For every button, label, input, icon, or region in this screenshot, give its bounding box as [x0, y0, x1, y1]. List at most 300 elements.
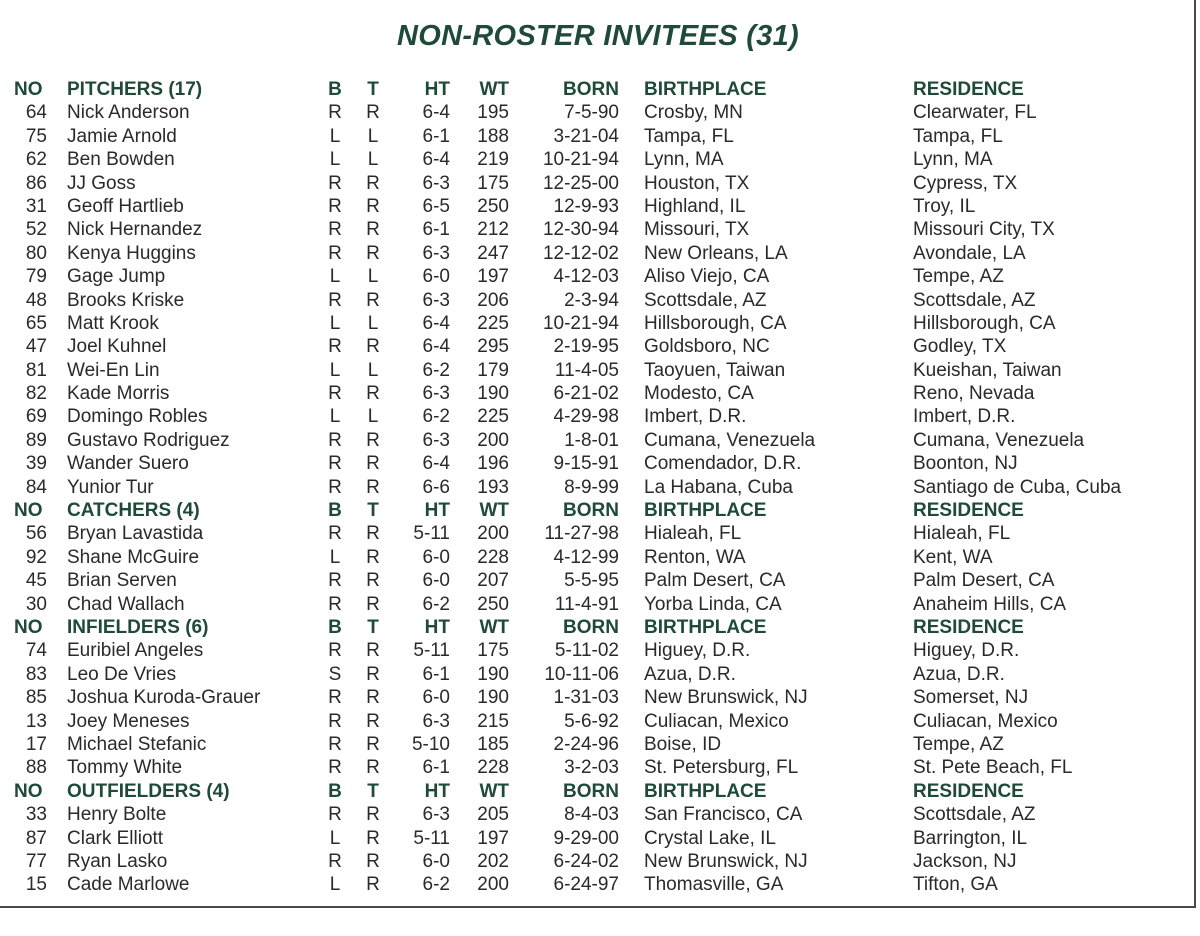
player-throws: L [367, 312, 379, 334]
player-birthplace: Modesto, CA [644, 383, 754, 405]
player-throws: R [366, 663, 380, 685]
player-name: Geoff Hartlieb [67, 195, 184, 217]
player-bats: R [328, 289, 342, 311]
player-born: 12-30-94 [542, 219, 619, 241]
player-row [0, 733, 1196, 756]
player-born: 11-4-91 [554, 593, 619, 615]
player-born: 9-29-00 [553, 827, 619, 849]
player-name: Nick Anderson [67, 102, 190, 124]
player-weight: 179 [477, 359, 509, 381]
player-weight: 228 [477, 757, 509, 779]
player-bats: L [329, 546, 341, 568]
player-throws: R [366, 172, 380, 194]
player-weight: 185 [477, 733, 509, 755]
player-born: 8-4-03 [564, 804, 619, 826]
player-bats: R [328, 687, 342, 709]
player-residence: Santiago de Cuba, Cuba [913, 476, 1122, 498]
column-header-born: BORN [563, 780, 619, 802]
player-row [0, 335, 1196, 358]
player-number: 92 [25, 546, 47, 568]
player-born: 1-8-01 [564, 429, 619, 451]
player-residence: Azua, D.R. [913, 663, 1005, 685]
player-bats: L [329, 406, 341, 428]
player-name: Leo De Vries [67, 663, 177, 685]
player-throws: L [367, 359, 379, 381]
column-header-birthplace: BIRTHPLACE [644, 79, 767, 100]
player-number: 48 [25, 289, 47, 311]
player-name: Tommy White [67, 757, 183, 779]
player-name: Kenya Huggins [67, 242, 196, 264]
column-header-height: HT [424, 780, 450, 802]
player-row [0, 803, 1196, 826]
player-born: 10-21-94 [542, 312, 619, 334]
player-row [0, 827, 1196, 850]
column-header-height: HT [424, 616, 450, 638]
column-header-bats: B [328, 79, 342, 100]
player-row [0, 101, 1196, 124]
player-number: 17 [25, 733, 47, 755]
player-name: Nick Hernandez [67, 219, 203, 241]
column-header-residence: RESIDENCE [913, 780, 1024, 802]
column-header-no: NO [14, 500, 43, 522]
player-height: 6-2 [422, 593, 450, 615]
player-weight: 200 [477, 874, 509, 896]
player-name: Ben Bowden [67, 149, 175, 171]
player-birthplace: Renton, WA [644, 546, 746, 568]
player-name: Yunior Tur [67, 476, 154, 498]
player-bats: R [328, 804, 342, 826]
player-birthplace: Crystal Lake, IL [644, 827, 776, 849]
player-weight: 200 [477, 429, 509, 451]
player-weight: 188 [477, 125, 509, 147]
player-throws: L [367, 406, 379, 428]
player-birthplace: New Orleans, LA [644, 242, 788, 264]
column-header-weight: WT [479, 500, 509, 522]
player-row [0, 218, 1196, 241]
player-bats: R [328, 570, 342, 592]
player-weight: 205 [477, 804, 509, 826]
player-row [0, 242, 1196, 265]
player-born: 10-11-06 [544, 663, 619, 685]
player-throws: R [366, 523, 380, 545]
column-header-no: NO [14, 79, 43, 100]
player-born: 8-9-99 [564, 476, 619, 498]
player-residence: Reno, Nevada [913, 383, 1035, 405]
player-bats: L [329, 827, 341, 849]
player-residence: Boonton, NJ [913, 453, 1018, 475]
player-weight: 250 [477, 195, 509, 217]
column-header-height: HT [424, 79, 450, 100]
player-name: Bryan Lavastida [67, 523, 204, 545]
player-bats: R [328, 850, 342, 872]
player-birthplace: Crosby, MN [644, 102, 743, 124]
player-birthplace: Scottsdale, AZ [644, 289, 767, 311]
player-born: 6-24-97 [553, 874, 619, 896]
player-weight: 202 [477, 850, 509, 872]
column-header-born: BORN [563, 500, 619, 522]
player-weight: 228 [477, 546, 509, 568]
player-residence: Palm Desert, CA [913, 570, 1055, 592]
player-bats: R [328, 523, 342, 545]
section-header-row [0, 78, 1196, 101]
player-name: Clark Elliott [67, 827, 164, 849]
player-throws: R [366, 804, 380, 826]
player-bats: R [328, 733, 342, 755]
player-throws: R [366, 546, 380, 568]
player-born: 4-12-03 [553, 266, 619, 288]
player-name: Joshua Kuroda-Grauer [67, 687, 261, 709]
player-birthplace: Aliso Viejo, CA [644, 266, 770, 288]
player-birthplace: Boise, ID [644, 733, 722, 755]
player-residence: Cypress, TX [913, 172, 1018, 194]
player-number: 87 [25, 827, 47, 849]
column-header-born: BORN [563, 79, 619, 100]
section-title: CATCHERS (4) [67, 500, 200, 522]
player-throws: R [366, 195, 380, 217]
player-height: 6-3 [422, 242, 450, 264]
player-bats: L [329, 125, 341, 147]
player-born: 6-24-02 [553, 850, 619, 872]
column-header-bats: B [328, 780, 342, 802]
column-header-throws: T [367, 780, 379, 802]
player-weight: 190 [477, 383, 509, 405]
player-number: 33 [25, 804, 47, 826]
player-throws: R [366, 289, 380, 311]
player-throws: R [366, 687, 380, 709]
player-weight: 175 [477, 640, 509, 662]
player-row [0, 289, 1196, 312]
player-number: 62 [25, 149, 47, 171]
player-weight: 207 [477, 570, 509, 592]
column-header-weight: WT [479, 780, 509, 802]
player-number: 74 [25, 640, 47, 662]
section-header-row [0, 780, 1196, 803]
player-height: 6-0 [422, 266, 450, 288]
player-weight: 250 [477, 593, 509, 615]
player-born: 5-5-95 [564, 570, 619, 592]
player-throws: R [366, 476, 380, 498]
player-residence: Hialeah, FL [913, 523, 1011, 545]
player-number: 83 [25, 663, 47, 685]
player-row [0, 405, 1196, 428]
player-weight: 197 [477, 827, 509, 849]
player-row [0, 382, 1196, 405]
player-height: 5-10 [411, 733, 450, 755]
player-birthplace: Azua, D.R. [644, 663, 736, 685]
player-bats: R [328, 383, 342, 405]
player-weight: 175 [477, 172, 509, 194]
player-weight: 193 [477, 476, 509, 498]
column-header-birthplace: BIRTHPLACE [644, 616, 767, 638]
player-born: 3-2-03 [564, 757, 619, 779]
column-header-throws: T [367, 79, 379, 100]
player-number: 52 [25, 219, 47, 241]
player-residence: St. Pete Beach, FL [913, 757, 1073, 779]
player-row [0, 312, 1196, 335]
player-birthplace: Yorba Linda, CA [644, 593, 782, 615]
player-number: 45 [25, 570, 47, 592]
player-height: 6-4 [422, 312, 450, 334]
player-row [0, 593, 1196, 616]
player-weight: 215 [477, 710, 509, 732]
player-born: 4-12-99 [553, 546, 619, 568]
player-weight: 200 [477, 523, 509, 545]
player-row [0, 265, 1196, 288]
player-row [0, 686, 1196, 709]
player-row [0, 148, 1196, 171]
column-header-weight: WT [479, 79, 509, 100]
player-height: 6-2 [422, 406, 450, 428]
player-name: Kade Morris [67, 383, 170, 405]
player-height: 6-5 [422, 195, 450, 217]
player-throws: R [366, 710, 380, 732]
player-height: 6-3 [422, 172, 450, 194]
player-bats: L [329, 312, 341, 334]
player-throws: R [366, 219, 380, 241]
player-born: 2-24-96 [553, 733, 619, 755]
player-name: Gage Jump [67, 266, 166, 288]
player-bats: R [328, 172, 342, 194]
player-weight: 196 [477, 453, 509, 475]
player-number: 80 [25, 242, 47, 264]
player-birthplace: Houston, TX [644, 172, 750, 194]
player-throws: L [367, 266, 379, 288]
player-number: 31 [25, 195, 47, 217]
player-birthplace: Missouri, TX [644, 219, 750, 241]
player-number: 30 [25, 593, 47, 615]
player-throws: R [366, 453, 380, 475]
player-height: 5-11 [413, 640, 450, 662]
column-header-residence: RESIDENCE [913, 500, 1024, 522]
column-header-no: NO [14, 616, 43, 638]
player-name: Brooks Kriske [67, 289, 185, 311]
player-weight: 197 [477, 266, 509, 288]
player-residence: Cumana, Venezuela [913, 429, 1085, 451]
column-header-no: NO [14, 780, 43, 802]
player-throws: L [367, 125, 379, 147]
section-title: INFIELDERS (6) [67, 616, 209, 638]
column-header-born: BORN [563, 616, 619, 638]
player-birthplace: Goldsboro, NC [644, 336, 770, 358]
player-height: 6-4 [422, 336, 450, 358]
player-name: Joel Kuhnel [67, 336, 167, 358]
player-born: 5-6-92 [564, 710, 619, 732]
player-row [0, 639, 1196, 662]
player-bats: L [329, 359, 341, 381]
player-height: 6-1 [422, 757, 450, 779]
player-throws: R [366, 874, 380, 896]
player-residence: Anaheim Hills, CA [913, 593, 1067, 615]
player-residence: Jackson, NJ [913, 850, 1017, 872]
player-throws: R [366, 429, 380, 451]
player-row [0, 195, 1196, 218]
player-bats: L [329, 266, 341, 288]
player-height: 6-6 [422, 476, 450, 498]
player-birthplace: Imbert, D.R. [644, 406, 747, 428]
player-birthplace: Hillsborough, CA [644, 312, 787, 334]
player-number: 84 [25, 476, 47, 498]
section-header-row [0, 616, 1196, 639]
player-born: 5-11-02 [554, 640, 619, 662]
player-height: 6-0 [422, 570, 450, 592]
section-header-row [0, 499, 1196, 522]
player-row [0, 873, 1196, 896]
player-height: 6-3 [422, 710, 450, 732]
page-title: NON-ROSTER INVITEES (31) [397, 20, 799, 52]
player-name: Gustavo Rodriguez [67, 429, 230, 451]
player-height: 6-2 [422, 359, 450, 381]
player-name: Domingo Robles [67, 406, 208, 428]
column-header-height: HT [424, 500, 450, 522]
column-header-bats: B [328, 500, 342, 522]
player-name: Joey Meneses [67, 710, 190, 732]
player-name: Wei-En Lin [67, 359, 160, 381]
player-number: 79 [25, 266, 47, 288]
player-height: 6-3 [422, 289, 450, 311]
player-name: Matt Krook [67, 312, 159, 334]
section-title: OUTFIELDERS (4) [67, 780, 230, 802]
player-born: 12-9-93 [553, 195, 619, 217]
player-bats: L [329, 874, 341, 896]
player-number: 56 [25, 523, 47, 545]
player-throws: R [366, 827, 380, 849]
player-throws: R [366, 570, 380, 592]
player-born: 1-31-03 [553, 687, 619, 709]
player-number: 64 [25, 102, 47, 124]
player-name: Michael Stefanic [67, 733, 207, 755]
section-title: PITCHERS (17) [67, 79, 203, 100]
player-born: 2-19-95 [553, 336, 619, 358]
player-number: 82 [25, 383, 47, 405]
player-weight: 206 [477, 289, 509, 311]
player-number: 75 [25, 125, 47, 147]
player-bats: R [328, 242, 342, 264]
player-birthplace: Palm Desert, CA [644, 570, 786, 592]
column-header-birthplace: BIRTHPLACE [644, 500, 767, 522]
player-throws: R [366, 640, 380, 662]
player-residence: Godley, TX [913, 336, 1007, 358]
player-residence: Kent, WA [913, 546, 993, 568]
player-row [0, 522, 1196, 545]
player-name: Euribiel Angeles [67, 640, 204, 662]
player-number: 65 [25, 312, 47, 334]
player-weight: 225 [477, 312, 509, 334]
player-name: Wander Suero [67, 453, 189, 475]
player-number: 89 [25, 429, 47, 451]
column-header-throws: T [367, 500, 379, 522]
column-header-throws: T [367, 616, 379, 638]
player-bats: R [328, 102, 342, 124]
player-throws: L [367, 149, 379, 171]
player-name: Chad Wallach [67, 593, 185, 615]
player-birthplace: Cumana, Venezuela [644, 429, 816, 451]
player-residence: Tampa, FL [913, 125, 1003, 147]
player-born: 9-15-91 [553, 453, 619, 475]
player-number: 88 [25, 757, 47, 779]
player-name: JJ Goss [67, 172, 136, 194]
player-height: 6-0 [422, 687, 450, 709]
player-height: 6-4 [422, 149, 450, 171]
player-row [0, 359, 1196, 382]
player-number: 81 [25, 359, 47, 381]
roster-table [0, 78, 1196, 897]
player-residence: Higuey, D.R. [913, 640, 1020, 662]
player-birthplace: Tampa, FL [644, 125, 734, 147]
column-header-residence: RESIDENCE [913, 79, 1024, 100]
player-number: 39 [25, 453, 47, 475]
player-name: Henry Bolte [67, 804, 167, 826]
player-throws: R [366, 593, 380, 615]
player-number: 86 [25, 172, 47, 194]
player-birthplace: Higuey, D.R. [644, 640, 751, 662]
player-number: 13 [25, 710, 47, 732]
player-throws: R [366, 336, 380, 358]
player-weight: 219 [477, 149, 509, 171]
player-row [0, 172, 1196, 195]
player-born: 7-5-90 [564, 102, 619, 124]
player-row [0, 476, 1196, 499]
player-bats: R [328, 757, 342, 779]
player-born: 4-29-98 [553, 406, 619, 428]
player-residence: Troy, IL [913, 195, 976, 217]
player-number: 15 [25, 874, 47, 896]
player-height: 6-1 [422, 663, 450, 685]
player-residence: Hillsborough, CA [913, 312, 1056, 334]
player-residence: Imbert, D.R. [913, 406, 1016, 428]
player-height: 6-4 [422, 102, 450, 124]
player-born: 10-21-94 [542, 149, 619, 171]
player-bats: R [328, 593, 342, 615]
player-residence: Scottsdale, AZ [913, 289, 1036, 311]
player-throws: R [366, 102, 380, 124]
player-residence: Scottsdale, AZ [913, 804, 1036, 826]
player-row [0, 850, 1196, 873]
player-name: Shane McGuire [67, 546, 200, 568]
player-throws: R [366, 242, 380, 264]
player-throws: R [366, 757, 380, 779]
player-residence: Missouri City, TX [913, 219, 1055, 241]
player-residence: Avondale, LA [913, 242, 1026, 264]
player-residence: Clearwater, FL [913, 102, 1037, 124]
player-birthplace: Culiacan, Mexico [644, 710, 789, 732]
player-row [0, 710, 1196, 733]
player-bats: L [329, 149, 341, 171]
player-number: 69 [25, 406, 47, 428]
player-number: 77 [25, 850, 47, 872]
player-height: 6-1 [422, 219, 450, 241]
player-birthplace: Hialeah, FL [644, 523, 742, 545]
player-height: 6-0 [422, 546, 450, 568]
player-born: 11-4-05 [554, 359, 619, 381]
player-born: 12-12-02 [542, 242, 619, 264]
player-birthplace: La Habana, Cuba [644, 476, 793, 498]
player-residence: Somerset, NJ [913, 687, 1029, 709]
player-row [0, 125, 1196, 148]
player-residence: Tempe, AZ [913, 266, 1004, 288]
player-born: 2-3-94 [564, 289, 619, 311]
player-row [0, 452, 1196, 475]
player-weight: 225 [477, 406, 509, 428]
player-name: Ryan Lasko [67, 850, 168, 872]
player-number: 85 [25, 687, 47, 709]
player-bats: R [328, 429, 342, 451]
player-residence: Tifton, GA [913, 874, 998, 896]
player-born: 6-21-02 [553, 383, 619, 405]
player-residence: Lynn, MA [913, 149, 993, 171]
player-born: 11-27-98 [544, 523, 619, 545]
player-weight: 212 [477, 219, 509, 241]
player-weight: 295 [477, 336, 509, 358]
